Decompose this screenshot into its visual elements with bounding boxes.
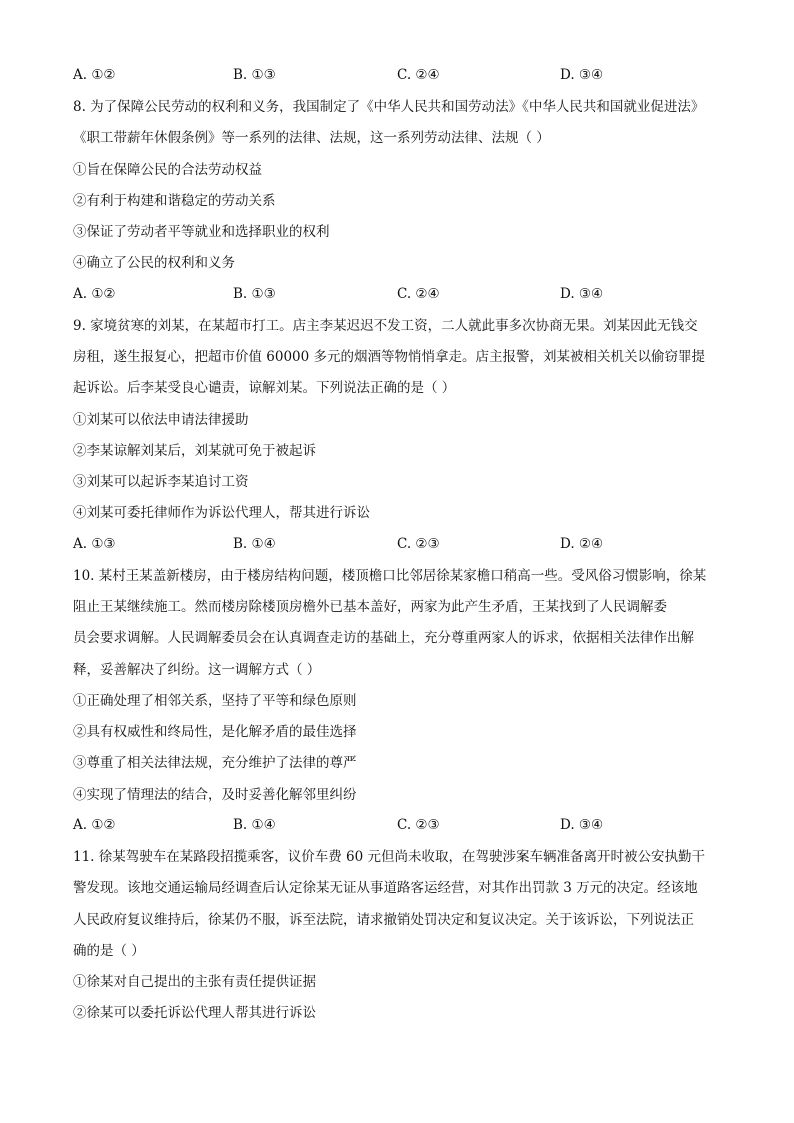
q8-option-d[interactable]: D. ③④ bbox=[560, 286, 604, 302]
q8-statement-2: ②有利于构建和谐稳定的劳动关系 bbox=[73, 193, 276, 209]
q11-stem-line-3: 人民政府复议维持后，徐某仍不服，诉至法院，请求撤销处罚决定和复议决定。关于该诉讼，下列说法正 bbox=[73, 912, 694, 928]
q11-stem-line-1: 11. 徐某驾驶车在某路段招揽乘客，议价车费 60 元但尚未收取，在驾驶涉案车辆准备离开时被公安执勤干 bbox=[73, 849, 706, 865]
q7-option-d[interactable]: D. ③④ bbox=[560, 67, 604, 83]
q10-statement-2: ②具有权威性和终局性，是化解矛盾的最佳选择 bbox=[73, 724, 357, 740]
q8-stem-line-1: 8. 为了保障公民劳动的权利和义务，我国制定了《中华人民共和国劳动法》《中华人民共和国就业促进法》 bbox=[73, 99, 705, 115]
q7-options bbox=[73, 67, 733, 85]
q8-statement-3: ③保证了劳动者平等就业和选择职业的权利 bbox=[73, 224, 330, 240]
q8-options bbox=[73, 286, 733, 304]
q9-stem-line-2: 房租，遂生报复心，把超市价值 60000 多元的烟酒等物悄悄拿走。店主报警，刘某被相关机关以偷窃罪提 bbox=[73, 349, 706, 365]
q11-statement-1: ①徐某对自己提出的主张有责任提供证据 bbox=[73, 974, 316, 990]
q8-stem-line-2: 《职工带薪年休假条例》等一系列的法律、法规，这一系列劳动法律、法规（ ） bbox=[73, 130, 550, 146]
q9-option-c[interactable]: C. ②③ bbox=[397, 536, 440, 552]
q11-stem-line-2: 警发现。该地交通运输局经调查后认定徐某无证从事道路客运经营，对其作出罚款 3 万元的决定。经该地 bbox=[73, 880, 698, 896]
q10-stem-line-4: 释，妥善解决了纠纷。这一调解方式（ ） bbox=[73, 662, 321, 678]
q10-statement-3: ③尊重了相关法律法规，充分维护了法律的尊严 bbox=[73, 755, 357, 771]
q7-option-c[interactable]: C. ②④ bbox=[397, 67, 440, 83]
q9-statement-2: ②李某谅解刘某后，刘某就可免于被起诉 bbox=[73, 443, 316, 459]
q8-statement-1: ①旨在保障公民的合法劳动权益 bbox=[73, 162, 262, 178]
q10-stem-line-1: 10. 某村王某盖新楼房，由于楼房结构问题，楼顶檐口比邻居徐某家檐口稍高一些。受风俗习惯影响，徐某 bbox=[73, 568, 707, 584]
q10-option-b[interactable]: B. ①④ bbox=[233, 817, 276, 833]
q7-option-b[interactable]: B. ①③ bbox=[233, 67, 276, 83]
q10-options bbox=[73, 817, 733, 835]
q9-option-b[interactable]: B. ①④ bbox=[233, 536, 276, 552]
q8-statement-4: ④确立了公民的权利和义务 bbox=[73, 255, 235, 271]
q10-stem-line-3: 员会要求调解。人民调解委员会在认真调查走访的基础上，充分尊重两家人的诉求，依据相关法律作出解 bbox=[73, 630, 694, 646]
q9-statement-4: ④刘某可委托律师作为诉讼代理人，帮其进行诉讼 bbox=[73, 505, 370, 521]
q10-option-a[interactable]: A. ①② bbox=[73, 817, 116, 833]
q9-option-d[interactable]: D. ②④ bbox=[560, 536, 604, 552]
q10-statement-1: ①正确处理了相邻关系，坚持了平等和绿色原则 bbox=[73, 693, 357, 709]
q8-option-b[interactable]: B. ①③ bbox=[233, 286, 276, 302]
q11-statement-2: ②徐某可以委托诉讼代理人帮其进行诉讼 bbox=[73, 1005, 316, 1021]
q10-option-d[interactable]: D. ③④ bbox=[560, 817, 604, 833]
q8-option-a[interactable]: A. ①② bbox=[73, 286, 116, 302]
q9-stem-line-1: 9. 家境贫寒的刘某，在某超市打工。店主李某迟迟不发工资，二人就此事多次协商无果。刘某因此无钱交 bbox=[73, 318, 698, 334]
q7-option-a[interactable]: A. ①② bbox=[73, 67, 116, 83]
q9-statement-3: ③刘某可以起诉李某追讨工资 bbox=[73, 474, 249, 490]
q11-stem-line-4: 确的是（ ） bbox=[73, 943, 145, 959]
q8-option-c[interactable]: C. ②④ bbox=[397, 286, 440, 302]
q9-stem-line-3: 起诉讼。后李某受良心谴责，谅解刘某。下列说法正确的是（ ） bbox=[73, 380, 456, 396]
q9-option-a[interactable]: A. ①③ bbox=[73, 536, 116, 552]
q9-options bbox=[73, 536, 733, 554]
q10-stem-line-2: 阻止王某继续施工。然而楼房除楼顶房檐外已基本盖好，两家为此产生矛盾，王某找到了人民调解委 bbox=[73, 599, 667, 615]
q10-statement-4: ④实现了情理法的结合，及时妥善化解邻里纠纷 bbox=[73, 787, 357, 803]
q9-statement-1: ①刘某可以依法申请法律援助 bbox=[73, 412, 249, 428]
q10-option-c[interactable]: C. ②③ bbox=[397, 817, 440, 833]
